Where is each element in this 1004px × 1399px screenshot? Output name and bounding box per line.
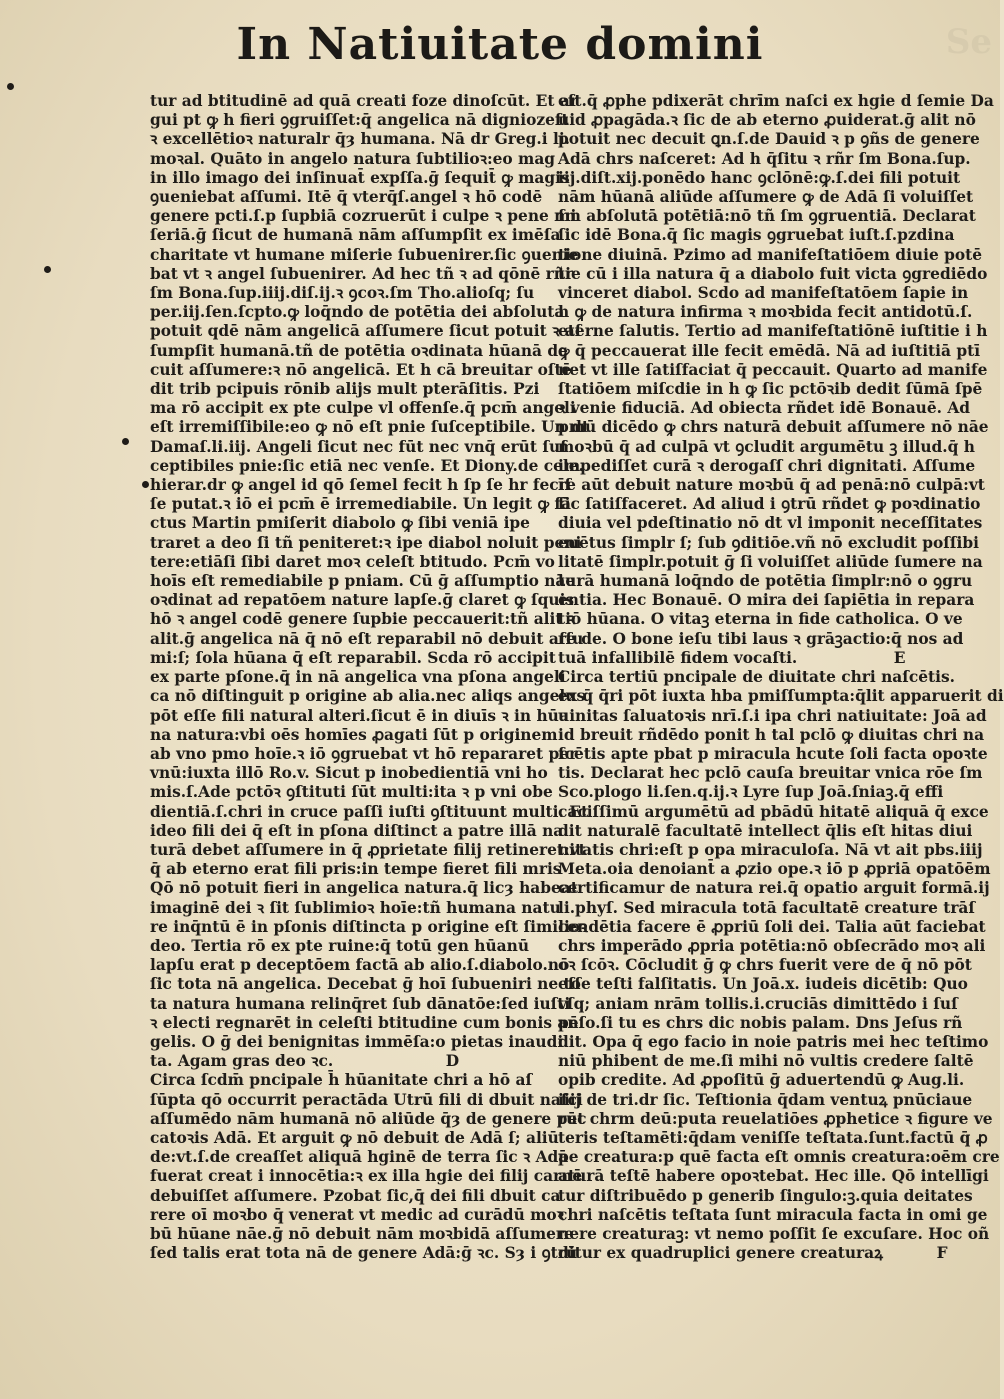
text-line: Sco.plogo li.ſen.q.ij.ꝛ Lyre ſup Joā.ſniaꝫ.q̄ effi — [558, 783, 944, 802]
text-line: chri naſcētis teſtata ſunt miracula facta in omi ge — [558, 1205, 988, 1224]
text-line: ceptibiles pnie:ſic etiā nec venſe. Et Diony.de cele. — [150, 456, 584, 475]
text-line: eſt irremiſſibile:eo ꝙ nō eſt pnie ſuſceptibile. Un dt — [150, 418, 589, 437]
text-line: Damaſ.li.iij. Angeli ſicut nec fūt nec vnq̄ erūt ſuſ — [150, 437, 567, 456]
text-line: per.iij.ſen.ſcpto.ꝙ loq̄ndo de potētia dei abſoluta — [150, 303, 565, 322]
text-line: moꝛbū q̄ ad culpā vt ꝯcludit argumētu ꝫ illud.q̄ h — [558, 437, 975, 456]
text-line: ex parte pſone.q̄ in nā angelica vna pſona angeli — [150, 668, 566, 687]
text-line: ꝛ excellētioꝛ naturalr q̄ȝ humana. Nā dr Greg.i li. — [150, 130, 571, 149]
text-line: Circa tertiū pncipale de diuitate chri naſcētis. — [558, 668, 956, 687]
text-line: eterne ſalutis. Tertio ad manifeſtatiōnē iuſtitie i h — [558, 322, 988, 341]
text-line: oꝛ ſcōꝛ. Cōcludit ḡ ꝙ chrs fuerit vere de q̄ nō pōt — [558, 956, 972, 975]
margin-ink-mark — [122, 438, 129, 445]
text-line: net vt ille ſatiſfaciat q̄ peccauit. Quarto ad manife — [558, 360, 988, 379]
text-line: Adā chrs naſceret: Ad h q̄ſitu ꝛ rñr ſm Bona.ſup. — [558, 149, 971, 168]
text-line: potuit qdē nām angelicā aſſumere ſicut potuit ꝛ aſ — [150, 322, 582, 341]
text-line: hierar.dr ꝙ angel id qō ſemel fecit h ſp ſe hr fecīſ — [150, 476, 572, 495]
text-line: eſt.q̄ ꝓphe pdixerāt chrīm naſci ex hgie d ſemie Da — [558, 92, 994, 110]
text-line: ideo fili dei q̄ eſt in pſona diſtinct a patre illā na — [150, 821, 564, 840]
text-line: na natura:vbi oēs homīes ꝓagati ſūt p originem — [150, 725, 558, 744]
text-line: ditur ex quadruplici genere creaturaꝝ F — [558, 1244, 948, 1263]
text-line: dit trib pcipuis rōnib alijs mult pterāſitis. Pzi — [150, 380, 540, 399]
text-line: litatē ſimplr.potuit ḡ ſi voluiſſet aliūde ſumere na — [558, 552, 983, 571]
text-line: rūt chrm deū:puta reuelatiōes ꝓphetice ꝛ figure ve — [558, 1109, 993, 1128]
text-line: impediſſet curā ꝛ derogaſſ chri dignitati. Aſſume — [558, 456, 976, 475]
text-line: opib credite. Ad ꝓpoſitū ḡ aduertendū ꝙ Aug.li. — [558, 1071, 965, 1090]
text-line: rere oī moꝛbo q̄ venerat vt medic ad curādū moꝛ — [150, 1205, 564, 1224]
text-line: vnū:iuxta illō Ro.v. Sicut p inobedientiā vni ho — [150, 764, 548, 783]
text-line: hoīs eſt remediabile p pniam. Cū ḡ aſſumptio nāe — [150, 572, 576, 591]
text-line: ſe putat.ꝛ iō ei pcm̄ ē irremediabile. Un legit ꝙ ſā — [150, 495, 571, 514]
text-line: chrs imperādo ꝓpria potētia:nō obſecrādo moꝛ ali — [558, 936, 986, 955]
text-line: nām hūanā aliūde aſſumere ꝙ de Adā ſi voluiſſet — [558, 188, 974, 207]
text-line: ex q̄ q̄ri pōt iuxta hba pmiſſumpta:q̄lit apparuerit di — [558, 687, 1004, 706]
text-line: Circa ſcdm̄ pncipale h̄ hūanitate chri a hō aſ — [150, 1071, 533, 1090]
right-text-column — [558, 92, 1004, 1263]
text-line: ta. Agam gras deo ꝛc. D — [150, 1052, 460, 1071]
text-line: nere creaturaꝫ: vt nemo poſſit ſe excuſare. Hoc oñ — [558, 1224, 990, 1243]
text-line: iij.diſt.xij.ponēdo hanc ꝯclōnē:ꝙ.ſ.dei fili potuit — [558, 168, 961, 187]
text-line: mi:ſ; ſola hūana q̄ eſt reparabil. Scda rō accipit — [150, 648, 556, 667]
text-line: oꝛdinat ad repatōem nature lapſe.ḡ claret ꝙ ſquis — [150, 591, 575, 610]
text-line: tione diuinā. Pzimo ad manifeſtatiōem diuie potē — [558, 245, 983, 264]
text-line: li.phyſ. Sed miracula totā facultatē creature trāſ — [558, 898, 976, 917]
text-line: tur diſtribuēdo p generib ſingulo:ꝫ.quia deitates — [558, 1186, 973, 1205]
text-line: ſic idē Bona.q̄ ſic magis ꝯgruebat iuſt.ſ.pzdina — [558, 226, 955, 245]
text-line: Meta.oia denoiant̄ a ꝓzio ope.ꝛ iō p ꝓpriā opatōēm — [558, 860, 991, 879]
text-line: turā humanā loq̄ndo de potētia ſimplr:nō o ꝯgru — [558, 572, 973, 591]
text-line: turā debet aſſumere in q̄ ꝓprietate filij retineret:vt — [150, 840, 586, 859]
text-line: euētus ſimplr ſ; ſub ꝯditiōe.vñ nō excludit poſſibi — [558, 533, 980, 552]
text-line: ſeriā.ḡ ſicut de humanā nām aſſumpſit ex imēſa — [150, 226, 561, 245]
text-line: id breuit rñdēdo ponit h tal pclō ꝙ diuitas chri na — [558, 725, 985, 744]
text-line: caciſſimū argumētū ad pbādū hitatē aliquā q̄ exce — [558, 802, 989, 821]
text-line: ſūpta qō occurrit peractāda Utrū fili di dbuit naſci — [150, 1090, 583, 1109]
text-line: aſſumēdo nām humanā nō aliūde q̄ȝ de genere pec — [150, 1109, 587, 1128]
text-line: moꝛal. Quāto in angelo natura ſubtilioꝛ:eo mag — [150, 149, 556, 168]
text-line: vinceret diabol. Scdo ad manifeſtatōem ſapie in — [558, 284, 969, 303]
text-line: alit.ḡ angelica nā q̄ nō eſt reparabil nō debuit aſſu — [150, 629, 584, 648]
text-line: imaginē dei ꝛ ſit ſublimioꝛ hoīe:tñ humana natu — [150, 898, 561, 917]
text-line: ctus Martin pmiſerit diabolo ꝙ ſibi veniā ipe — [150, 514, 530, 533]
text-line: catoꝛis Adā. Et arguit ꝙ nō debuit de Adā ſ; aliū — [150, 1128, 559, 1147]
text-line: uinitas ſaluatoꝛis nrī.ſ.i ipa chri natiuitate: Joā ad — [558, 706, 987, 725]
text-line: ſm abſolutā potētiā:nō tñ ſm ꝯgruentiā. Declarat — [558, 207, 976, 226]
text-line: pēſo.ſi tu es chrs dic nobis palam. Dns Jeſus rñ — [558, 1013, 963, 1032]
text-line: teris teſtamēti:q̄dam veniſſe teſtata.ſunt.factū q̄ ꝓ — [558, 1128, 988, 1147]
text-line: h ꝙ de natura infirma ꝛ moꝛbida fecit antidotū.ſ. — [558, 303, 973, 322]
text-line: q̄ ab eterno erat fili pris:in tempe fieret fili mris — [150, 860, 562, 879]
text-line: re aūt debuit nature moꝛbū q̄ ad penā:nō culpā:vt — [558, 476, 985, 495]
text-line: certificamur de natura rei.q̄ opatio arguit formā.ij — [558, 879, 990, 898]
text-line: entia. Hec Bonauē. O mira dei ſapiētia in repara — [558, 591, 975, 610]
text-line: ma rō accipit ex pte culpe vl offenſe.q̄ pcm̄ angeli — [150, 399, 576, 418]
text-line: ta natura humana relinq̄ret ſub dānatōe:ſed iuſti — [150, 994, 571, 1013]
text-line: iiij de tri.dr ſic. Teſtionia q̄dam ventuꝝ pnūciaue — [558, 1090, 973, 1109]
text-line: ab vno pmo hoīe.ꝛ iō ꝯgruebat vt hō repararet per — [150, 744, 578, 763]
text-line: aturā teſtē habere opoꝛtebat. Hec ille. Qō intellīgi — [558, 1167, 989, 1186]
text-line: gelis. O ḡ dei benignitas immēſa:o pietas inaudi — [150, 1032, 564, 1051]
text-line: diuia vel pdeſtinatio nō dt vl imponit neceſſitates — [558, 514, 983, 533]
text-line: dientiā.ſ.chri in cruce paſſi iuſti ꝯſtituunt multi. Et — [150, 802, 589, 821]
text-line: fuerat creat i innocētia:ꝛ ex illa hgie dei filij carnē — [150, 1167, 583, 1186]
text-line: tere:etiāſi ſibi daret moꝛ celeſt btitudo. Pcm̄ vo — [150, 552, 555, 571]
text-line: debuiſſet aſſumere. Pzobat ſic,q̄ dei fili dbuit ca — [150, 1186, 561, 1205]
running-head-title: In Natiuitate domini — [236, 19, 764, 70]
text-line: tie cū i illa natura q̄ a diabolo fuit victa ꝯgrediēdo — [558, 264, 988, 283]
text-line: dit. Opa q̄ ego facio in noie patris mei hec teſtimo — [558, 1032, 989, 1051]
text-line: tur ad btitudinē ad quā creati foze dinoſcūt. Et ar — [150, 92, 578, 110]
text-line: tuā infallibilē fidem vocaſti. E — [558, 648, 906, 667]
text-line: ſm Bona.ſup.iiij.diſ.ij.ꝛ ꝯcoꝛ.ſm Tho.alioſq; ſu — [150, 284, 535, 303]
text-line: cuit aſſumere:ꝛ nō angelicā. Et h cā breuitar oſtē — [150, 360, 572, 379]
text-line: in illo imago dei inſinuat̄ expſſa.ḡ ſequit̄ ꝙ magis — [150, 168, 570, 187]
text-line: ſed talis erat tota nā de genere Adā:ḡ ꝛc. Sȝ i ꝯtrū — [150, 1244, 578, 1263]
text-line: re inq̄ntū ē in pſonis diſtincta p origine eſt ſimilioꝛ — [150, 917, 588, 936]
text-line: Qō nō potuit fieri in angelica natura.q̄ licȝ habeat — [150, 879, 578, 898]
text-line: potuit nec decuit ꝗn.ſ.de Dauid ꝛ p ꝯñs de genere — [558, 130, 980, 149]
text-line: uid ꝓpagāda.ꝛ ſic de ab eterno ꝓuiderat.ḡ alit nō — [558, 111, 976, 130]
text-line: ſic tota nā angelica. Decebat ḡ hoī ſubueniri ne to — [150, 975, 581, 994]
text-line: pōt eſſe fili natural alteri.ſicut ē in diuīs ꝛ in hūa — [150, 706, 569, 725]
text-line: traret a deo ſi tñ peniteret:ꝛ ipe diabol noluit peni — [150, 533, 582, 552]
text-line: bū hūane nāe.ḡ nō debuit nām moꝛbidā aſſumere — [150, 1224, 574, 1243]
text-line: eſſe teſti falſitatis. Un Joā.x. iudeis dicētib: Quo — [558, 975, 968, 994]
text-line: gui pt ꝙ h fieri ꝯgruiſſet:q̄ angelica nā digniozeſt — [150, 111, 569, 130]
text-line: nitatis chri:eſt p opa miraculoſa. Nā vt ait pbs.iiij — [558, 840, 983, 859]
text-line: ca nō diſtinguit p origine ab alia.nec aliqs angelus — [150, 687, 586, 706]
text-line: ſumpſit humanā.tñ de potētia oꝛdinata hūanā de — [150, 341, 568, 360]
text-line: deo. Tertia rō ex pte ruine:q̄ totū gen hūanū — [150, 936, 530, 955]
text-line: genere pcti.ſ.p ſupbiā cozruerūt i culpe ꝛ pene mi — [150, 207, 577, 226]
text-line: pmū dicēdo ꝙ chrs naturā debuit aſſumere nō nāe — [558, 418, 989, 437]
text-line: charitate vt humane miſerie ſubuenirer.ſic ꝯuenie — [150, 245, 579, 264]
text-line: ſtatiōem miſcdie in h ꝙ ſic pctōꝛib dedit ſūmā ſpē — [558, 380, 983, 399]
text-line: cendētia facere ē ꝓpriū ſoli dei. Talia aūt faciebat — [558, 917, 986, 936]
text-line: de:vt.ſ.de creaſſet aliquā hginē de terra ſic ꝛ Adā — [150, 1148, 569, 1167]
margin-ink-mark — [142, 481, 149, 488]
left-text-column — [150, 92, 589, 1263]
margin-ink-mark — [44, 266, 51, 273]
text-line: hō ꝛ angel codē genere ſupbie peccauerit:tñ alit ꝛ — [150, 610, 576, 629]
text-line: ſcētis apte pbat p miracula hcute ſoli facta opoꝛte — [558, 744, 988, 763]
text-line: pe creatura:p quē facta eſt omnis creatura:oēm cre — [558, 1148, 1000, 1167]
text-line: ꝙ q̄ peccauerat ille fecit emēdā. Nā ad iuſtitiā ptī — [558, 341, 981, 360]
text-line: niū phibent de me.ſi mihi nō vultis credere ſaltē — [558, 1052, 974, 1071]
text-line: ꝛ venie fiduciā. Ad obiecta rñdet idē Bonauē. Ad — [558, 399, 971, 418]
text-line: vſq; aniam nrām tollis.i.cruciās dimittēdo i ſuſ — [558, 994, 958, 1013]
text-line: dit naturalē facultatē intellect q̄lis eſt hitas diui — [558, 821, 973, 840]
text-line: mis.ſ.Ade pctōꝛ ꝯſtituti ſūt multi:ita ꝛ p vni obe — [150, 783, 553, 802]
page-header — [0, 14, 1000, 76]
text-line: tiō hūana. O vitaꝫ eterna in fide catholica. O ve — [558, 610, 963, 629]
text-line: tis. Declarat hec pclō cauſa breuitar vnica rōe ſm — [558, 764, 983, 783]
text-line: bat vt ꝛ angel ſubuenirer. Ad hec tñ ꝛ ad qōnē rñr — [150, 264, 574, 283]
text-line: ꝛ electi regnarēt in celeſti btitudine cum bonis an — [150, 1013, 579, 1032]
text-line: ꝯueniebat aſſumi. Itē q̄ vterq̄ſ.angel ꝛ hō codē — [150, 188, 543, 207]
margin-ink-mark — [7, 83, 14, 90]
text-line: lapſu erat p deceptōem factā ab alio.ſ.diabolo.nō — [150, 956, 570, 975]
show-through-text: Se — [945, 22, 992, 62]
text-line: ſic ſatiſfaceret. Ad aliud i ꝯtrū rñdet ꝙ poꝛdinatio — [558, 495, 981, 514]
text-line: re de. O bone ieſu tibi laus ꝛ grāꝫactio:q̄ nos ad — [558, 629, 964, 648]
